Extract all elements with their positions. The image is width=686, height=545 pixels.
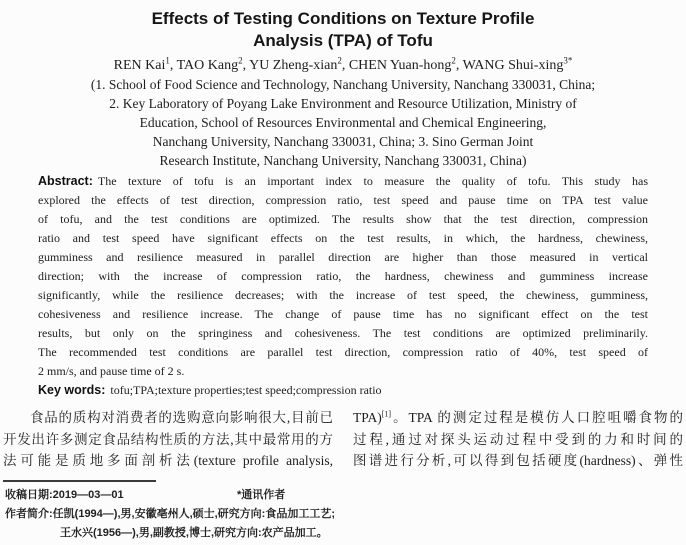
body-line-text: TPA) (353, 410, 382, 425)
body-line: 食品的质构对消费者的选购意向影响很大,目前已 (30, 410, 333, 425)
body-line: 图谱进行分析,可以得到包括硬度(hardness)、弹性 (353, 453, 683, 468)
abstract-line: gumminess and resilience measured in parallel direction are higher than those measured in vertical (38, 250, 648, 264)
footnote-rule (3, 480, 156, 482)
author-name: WANG Shui-xing (462, 58, 564, 73)
abstract-line: of tofu, and the test conditions are optimized. The results show that the test direction, compression (38, 212, 648, 226)
body-line: 法可能是质地多面剖析法(texture profile analysis, (3, 453, 333, 468)
reference-superscript: [1] (381, 409, 392, 419)
affiliation-line: (1. School of Food Science and Technology, Nanchang University, Nanchang 330031, China; (90, 77, 596, 92)
author-name: TAO Kang (176, 58, 239, 73)
abstract-paragraph (38, 172, 648, 381)
abstract-line: The recommended test conditions are parallel test direction, compression ratio of 40%, test speed of (38, 345, 648, 359)
footnote-block (5, 486, 686, 543)
body-column-left (3, 407, 333, 472)
body-column-right (353, 407, 683, 472)
author-superscript: 2 (337, 55, 342, 66)
body-line (353, 407, 683, 429)
affiliations-block (0, 75, 686, 170)
abstract-line: 2 mm/s, and pause time of 2 s. (38, 364, 185, 378)
affiliation-line: Education, School of Resources Environmental and Chemical Engineering, (139, 115, 547, 130)
abstract-line: significantly, while the resilience decreases; with the increase of test speed, the chewiness, gumminess, (38, 288, 648, 302)
abstract-line-text: The texture of tofu is an important index to measure the quality of tofu. This study has (97, 174, 648, 188)
author-bio-line-2: 王水兴(1956—),男,副教授,博士,研究方向:农产品加工。 (60, 526, 328, 539)
author-superscript: 1 (165, 55, 170, 66)
affiliation-line: Research Institute, Nanchang University, Nanchang 330031, China) (159, 153, 527, 168)
paper-title-line-1: Effects of Testing Conditions on Texture Profile (151, 9, 535, 28)
body-line-text: 。TPA 的测定过程是模仿人口腔咀嚼食物的 (391, 410, 683, 425)
paper-title (0, 8, 686, 52)
body-columns (3, 407, 683, 472)
author-separator: , (341, 58, 349, 73)
author-separator: , (455, 58, 463, 73)
keywords-line (38, 381, 648, 400)
abstract-line: cohesiveness and resilience increase. The change of pause time has no significant effect on the test (38, 307, 648, 321)
abstract-label: Abstract: (38, 174, 93, 188)
abstract-line (38, 172, 648, 191)
corresponding-author-note: *通讯作者 (237, 488, 286, 501)
abstract-line: results, but only on the springiness and cohesiveness. The test conditions are optimized preliminarily. (38, 326, 648, 340)
author-name: CHEN Yuan-hong (348, 58, 452, 73)
body-line: 过程,通过对探头运动过程中受到的力和时间的 (353, 431, 683, 447)
author-bio-line-1: 作者简介:任凯(1994—),男,安徽亳州人,硕士,研究方向:食品加工工艺; (5, 507, 336, 520)
author-superscript: 2 (451, 55, 456, 66)
body-line: 开发出许多测定食品结构性质的方法,其中最常用的方 (3, 431, 333, 447)
abstract-line: direction; with the increase of compression ratio, the hardness, chewiness and gumminess increase (38, 269, 648, 283)
abstract-line: explored the effects of test direction, compression ratio, test speed and pause time on TPA test value (38, 193, 648, 207)
author-superscript: 3* (563, 55, 573, 66)
abstract-line: ratio and test speed have significant effects on the test results, in which, the hardness, chewiness, (38, 231, 648, 245)
keywords-label: Key words: (38, 383, 106, 397)
author-separator: , (169, 58, 177, 73)
received-date: 收稿日期:2019—03—01 (5, 488, 124, 501)
authors-line (0, 56, 686, 75)
footnote-line (5, 486, 686, 505)
affiliation-line: 2. Key Laboratory of Poyang Lake Environment and Resource Utilization, Ministry of (109, 96, 577, 111)
keywords-text: tofu;TPA;texture properties;test speed;compression ratio (110, 383, 382, 397)
affiliation-line: Nanchang University, Nanchang 330031, China; 3. Sino German Joint (152, 134, 534, 149)
author-name: YU Zheng-xian (249, 58, 338, 73)
paper-title-line-2: Analysis (TPA) of Tofu (253, 31, 433, 50)
author-name: REN Kai (113, 58, 166, 73)
author-superscript: 2 (238, 55, 243, 66)
author-separator: , (242, 58, 250, 73)
